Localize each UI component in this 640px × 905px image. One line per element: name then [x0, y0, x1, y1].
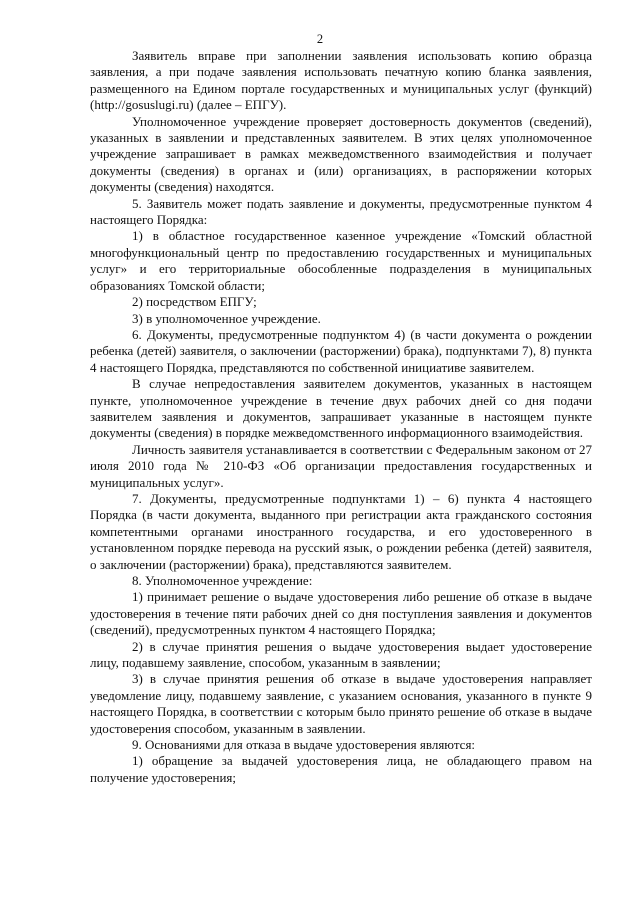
paragraph-item-8: 8. Уполномоченное учреждение: — [132, 573, 313, 588]
paragraph-identity: Личность заявителя устанавливается в соответствии с Федеральным законом от 27 июля 2010 года № 210-ФЗ «Об организации предоставления государственных и муниципальных услуг». — [90, 441, 592, 490]
paragraph-item-9: 9. Основаниями для отказа в выдаче удостоверения являются: — [132, 737, 476, 753]
paragraph-item-5: 5. Заявитель может подать заявление и документы, предусмотренные пунктом 4 настоящего Порядка: — [90, 195, 592, 228]
paragraph-item-6: 6. Документы, предусмотренные подпунктом 4) (в части документа о рождении ребенка (детей) заявителя, о заключении (расторжении) брака), подпунктами 7), 8) пункта 4 настоящего Порядка, представляются по собственной инициативе заявителем. — [90, 326, 592, 375]
paragraph-item-7: 7. Документы, предусмотренные подпунктами 1) – 6) пункта 4 настоящего Порядка (в части документа, выданного при регистрации акта гражданского состояния компетентными органами иностранного государства, и его удостоверенного в установленном порядке перевода на русский язык, о рождении ребенка (детей) заявителя, о заключении (расторжении) брака), представляются заявителем. — [90, 490, 592, 572]
page-number: 2 — [316, 32, 324, 46]
paragraph-item-6-non-provision: В случае непредоставления заявителем документов, указанных в настоящем пункте, уполномоченное учреждение в течение двух рабочих дней со дня подачи заявителем заявления и документов, запрашивает указанные в настоящем пункте документы (сведения) в порядке межведомственного информационного взаимодействия. — [90, 376, 592, 441]
paragraph-item-5-3: 3) в уполномоченное учреждение. — [132, 310, 321, 326]
paragraph-item-8-1: 1) принимает решение о выдаче удостоверения либо решение об отказе в выдаче удостоверения в течение пяти рабочих дней со дня поступления заявления и документов (сведений), предусмотренных пунктом 4 настоящего Порядка; — [90, 589, 592, 638]
paragraph-item-5-1: 1) в областное государственное казенное учреждение «Томский областной многофункциональный центр по предоставлению государственных и муниципальных услуг» и его территориальные обособленные подразделения в муниципальных образованиях Томской области; — [90, 228, 592, 293]
document-body — [90, 48, 592, 786]
paragraph-item-5-2: 2) посредством ЕПГУ; — [132, 294, 257, 310]
paragraph-applicant-form-copy: Заявитель вправе при заполнении заявления использовать копию образца заявления, а при подаче заявления использовать печатную копию бланка заявления, размещенного на Едином портале государственных и муниципальных услуг (функций) (http://gosuslugi.ru) (далее – ЕПГУ). — [90, 48, 592, 113]
paragraph-verification: Уполномоченное учреждение проверяет достоверность документов (сведений), указанных в заявлении и представленных заявителем. В этих целях уполномоченное учреждение запрашивает в рамках межведомственного взаимодействия и получает документы (сведения) в органах и (или) организациях, в распоряжении которых документы (сведения) находятся. — [90, 113, 592, 195]
paragraph-item-8-3: 3) в случае принятия решения об отказе в выдаче удостоверения направляет уведомление лицу, подавшему заявление, с указанием основания, указанного в пункте 9 настоящего Порядка, в соответствии с которым было принято решение об отказе в выдаче удостоверения способом, указанным в заявлении. — [90, 671, 592, 736]
paragraph-item-9-1: 1) обращение за выдачей удостоверения лица, не обладающего правом на получение удостоверения; — [90, 753, 592, 785]
paragraph-item-8-2: 2) в случае принятия решения о выдаче удостоверения выдает удостоверение лицу, подавшему заявление, способом, указанным в заявлении; — [90, 638, 592, 671]
